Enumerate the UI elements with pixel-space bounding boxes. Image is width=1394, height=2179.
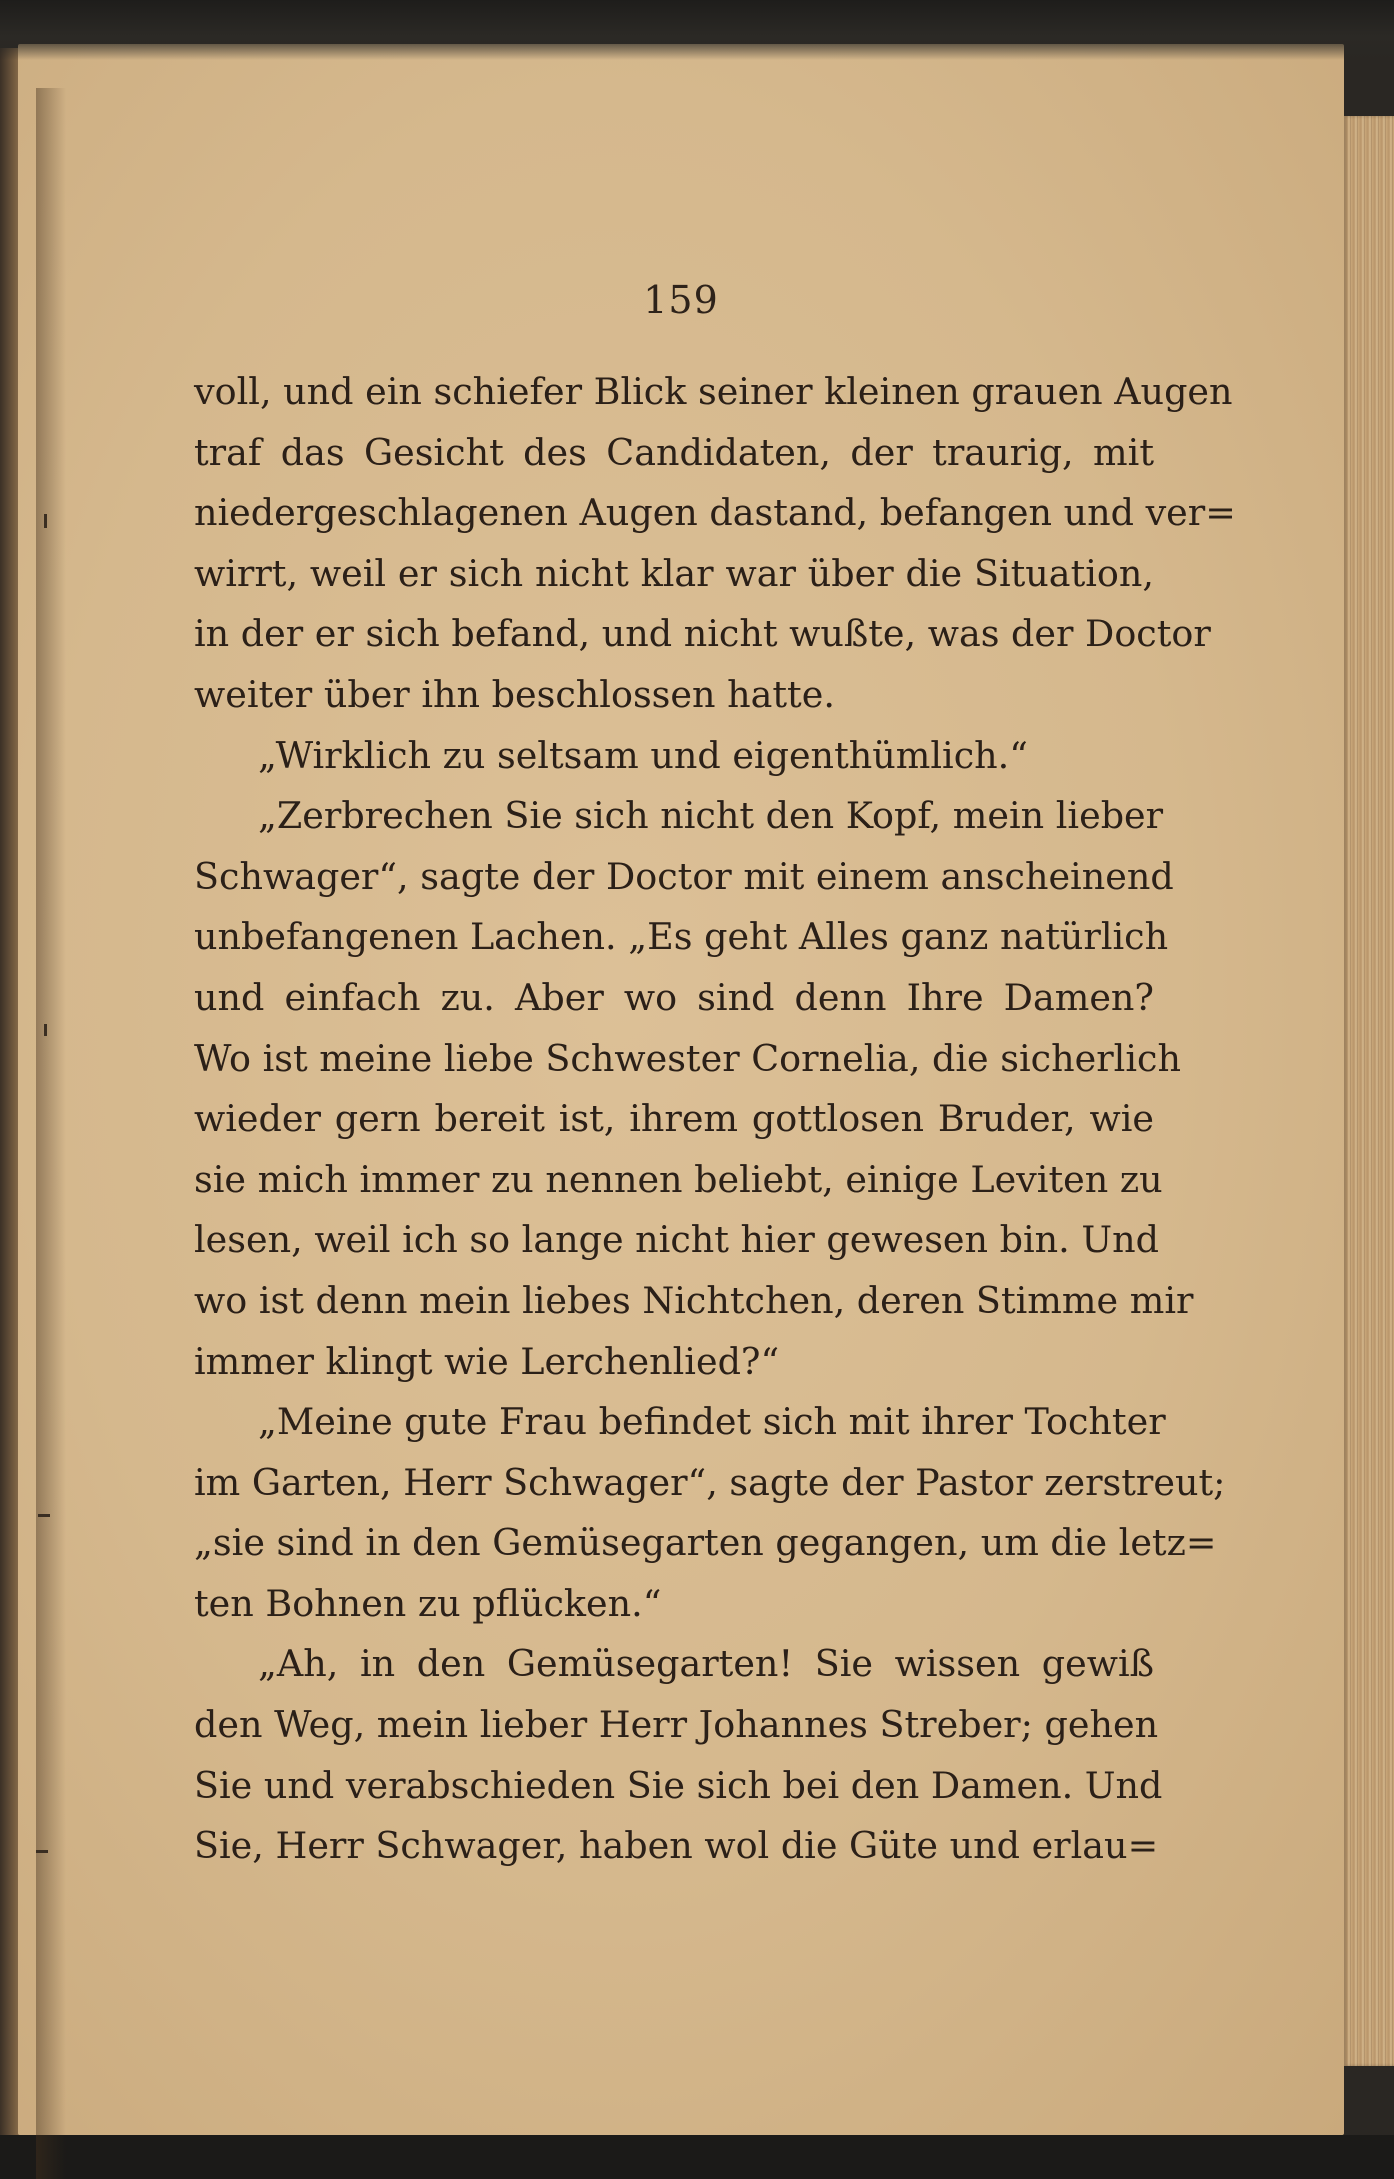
binding-shadow (36, 88, 66, 2179)
text-line: Sie, Herr Schwager, haben wol die Güte und erlau= (194, 1824, 1159, 1868)
text-line: Wo ist meine liebe Schwester Cornelia, die sicherlich (194, 1036, 1181, 1080)
text-line: immer klingt wie Lerchenlied?“ (194, 1339, 780, 1383)
margin-mark (44, 514, 47, 528)
text-line: ten Bohnen zu pflücken.“ (194, 1581, 662, 1625)
text-line: Schwager“, sagte der Doctor mit einem anscheinend (194, 854, 1174, 898)
margin-mark (36, 1850, 48, 1853)
text-line: im Garten, Herr Schwager“, sagte der Pastor zerstreut; (194, 1460, 1226, 1504)
text-line: traf das Gesicht des Candidaten, der traurig, mit (194, 430, 1154, 474)
page-number: 159 (643, 278, 719, 322)
text-line: „Zerbrechen Sie sich nicht den Kopf, mein lieber (258, 794, 1164, 838)
text-line: wirrt, weil er sich nicht klar war über die Situation, (194, 551, 1154, 595)
text-line: lesen, weil ich so lange nicht hier gewesen bin. Und (194, 1218, 1160, 1262)
text-line: „Ah, in den Gemüsegarten! Sie wissen gewiß (258, 1642, 1154, 1686)
book-top-edge (0, 0, 1394, 60)
margin-mark (38, 1514, 50, 1517)
text-line: in der er sich befand, und nicht wußte, was der Doctor (194, 612, 1211, 656)
text-line: weiter über ihn beschlossen hatte. (194, 672, 835, 716)
text-line: unbefangenen Lachen. „Es geht Alles ganz natürlich (194, 915, 1169, 959)
book-page (18, 44, 1344, 2135)
body-text (194, 362, 1236, 1877)
text-line: „Wirklich zu seltsam und eigenthümlich.“ (258, 733, 1028, 777)
text-line: den Weg, mein lieber Herr Johannes Streber; gehen (194, 1703, 1159, 1747)
text-line: wo ist denn mein liebes Nichtchen, deren Stimme mir (194, 1278, 1194, 1322)
text-line: voll, und ein schiefer Blick seiner kleinen grauen Augen (194, 370, 1233, 413)
text-line: wieder gern bereit ist, ihrem gottlosen Bruder, wie (194, 1097, 1154, 1141)
page-fore-edge (1344, 116, 1394, 2066)
text-line: „Meine gute Frau befindet sich mit ihrer Tochter (258, 1400, 1166, 1444)
text-line: niedergeschlagenen Augen dastand, befangen und ver= (194, 491, 1236, 535)
margin-mark (44, 1024, 47, 1036)
text-line: und einfach zu. Aber wo sind denn Ihre Damen? (194, 975, 1154, 1019)
text-line: „sie sind in den Gemüsegarten gegangen, um die letz= (194, 1521, 1217, 1565)
text-line: sie mich immer zu nennen beliebt, einige Leviten zu (194, 1157, 1163, 1201)
text-line: Sie und verabschieden Sie sich bei den Damen. Und (194, 1763, 1163, 1807)
